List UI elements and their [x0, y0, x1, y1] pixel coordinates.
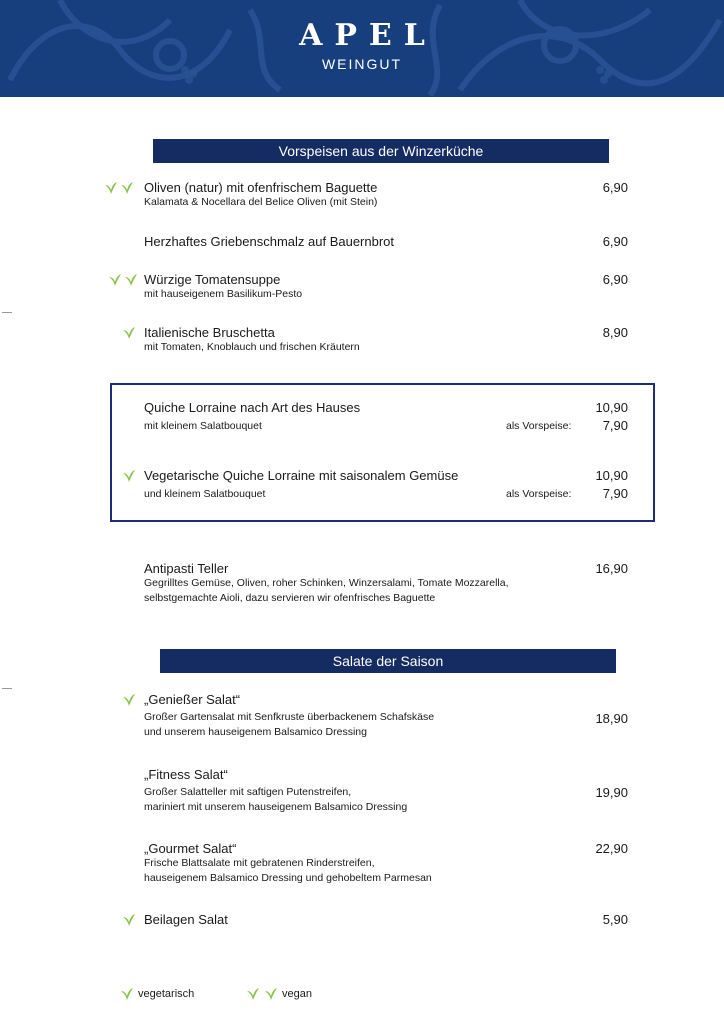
leaf-icon — [120, 181, 134, 195]
item-title: Italienische Bruschetta — [144, 325, 275, 340]
margin-mark — [2, 312, 12, 313]
leaf-icon — [264, 987, 278, 1001]
item-description: selbstgemachte Aioli, dazu servieren wir ofenfrisches Baguette — [144, 592, 436, 604]
vegan-marker — [104, 181, 134, 195]
item-description: und kleinem Salatbouquet — [144, 488, 266, 500]
section-title-starters: Vorspeisen aus der Winzerküche — [153, 139, 609, 163]
item-price: 10,90 — [595, 468, 628, 483]
brand-subtitle: WEINGUT — [321, 56, 403, 72]
item-description: und unserem hauseigenem Balsamico Dressing — [144, 726, 367, 738]
item-price: 6,90 — [602, 234, 628, 249]
brand-name: APEL — [299, 18, 437, 53]
item-description: mit hauseigenem Basilikum-Pesto — [144, 288, 303, 300]
leaf-icon — [122, 469, 136, 483]
menu-item — [144, 767, 407, 815]
margin-mark — [2, 688, 12, 689]
item-title: Beilagen Salat — [144, 912, 228, 927]
item-price: 6,90 — [602, 272, 628, 287]
leaf-icon — [104, 181, 118, 195]
item-title: Würzige Tomatensuppe — [144, 272, 281, 287]
legend-vegan-label: vegan — [282, 988, 312, 1000]
item-title: Vegetarische Quiche Lorraine mit saisonalem Gemüse — [144, 468, 459, 483]
item-description: Frische Blattsalate mit gebratenen Rinderstreifen, — [144, 857, 375, 869]
leaf-icon — [122, 693, 136, 707]
item-description: Großer Salatteller mit saftigen Putenstreifen, — [144, 786, 352, 798]
item-description: Gegrilltes Gemüse, Oliven, roher Schinken, Winzersalami, Tomate Mozzarella, — [144, 577, 509, 589]
leaf-icon — [122, 913, 136, 927]
leaf-icon — [120, 987, 134, 1001]
brand-logo — [0, 18, 724, 72]
item-title: Herzhaftes Griebenschmalz auf Bauernbrot — [144, 234, 395, 249]
leaf-icon — [108, 273, 122, 287]
item-description: Kalamata & Nocellara del Belice Oliven (mit Stein) — [144, 196, 378, 208]
menu-item — [144, 841, 432, 886]
item-price: 5,90 — [602, 912, 628, 927]
item-description: mit kleinem Salatbouquet — [144, 420, 262, 432]
leaf-icon — [122, 326, 136, 340]
menu-item — [144, 468, 458, 502]
item-description: mariniert mit unserem hauseigenem Balsamico Dressing — [144, 801, 408, 813]
section-title-salads: Salate der Saison — [160, 649, 616, 673]
item-description: Großer Gartensalat mit Senfkruste überbackenem Schafskäse — [144, 711, 435, 723]
item-price: 8,90 — [602, 325, 628, 340]
item-price: 19,90 — [595, 785, 628, 800]
menu-item — [144, 325, 360, 355]
item-title: „Genießer Salat“ — [144, 692, 241, 707]
item-price: 18,90 — [595, 711, 628, 726]
starter-price: 7,90 — [602, 486, 628, 501]
item-description: hauseigenem Balsamico Dressing und gehobeltem Parmesan — [144, 872, 432, 884]
legend-vegan — [246, 987, 312, 1001]
menu-item — [144, 272, 302, 302]
menu-item — [144, 561, 509, 606]
item-price: 22,90 — [595, 841, 628, 856]
vegetarian-marker — [122, 326, 136, 340]
starter-label: als Vorspeise: — [506, 420, 572, 432]
leaf-icon — [246, 987, 260, 1001]
starter-price: 7,90 — [602, 418, 628, 433]
item-title: „Fitness Salat“ — [144, 767, 228, 782]
item-title: Quiche Lorraine nach Art des Hauses — [144, 400, 361, 415]
item-price: 6,90 — [602, 180, 628, 195]
item-title: Oliven (natur) mit ofenfrischem Baguette — [144, 180, 378, 195]
menu-item — [144, 180, 377, 210]
vegetarian-marker — [122, 693, 136, 707]
vegetarian-marker — [122, 469, 136, 483]
menu-item — [144, 234, 394, 249]
item-price: 16,90 — [595, 561, 628, 576]
header-banner — [0, 0, 724, 97]
leaf-icon — [124, 273, 138, 287]
legend-vegetarian-label: vegetarisch — [138, 988, 195, 1000]
vegetarian-marker — [122, 913, 136, 927]
menu-item — [144, 912, 228, 927]
item-title: „Gourmet Salat“ — [144, 841, 237, 856]
vegan-marker — [108, 273, 138, 287]
menu-item — [144, 400, 360, 434]
item-description: mit Tomaten, Knoblauch und frischen Kräutern — [144, 341, 360, 353]
item-title: Antipasti Teller — [144, 561, 229, 576]
menu-item — [144, 692, 434, 740]
legend-vegetarian — [120, 987, 194, 1001]
item-price: 10,90 — [595, 400, 628, 415]
starter-label: als Vorspeise: — [506, 488, 572, 500]
